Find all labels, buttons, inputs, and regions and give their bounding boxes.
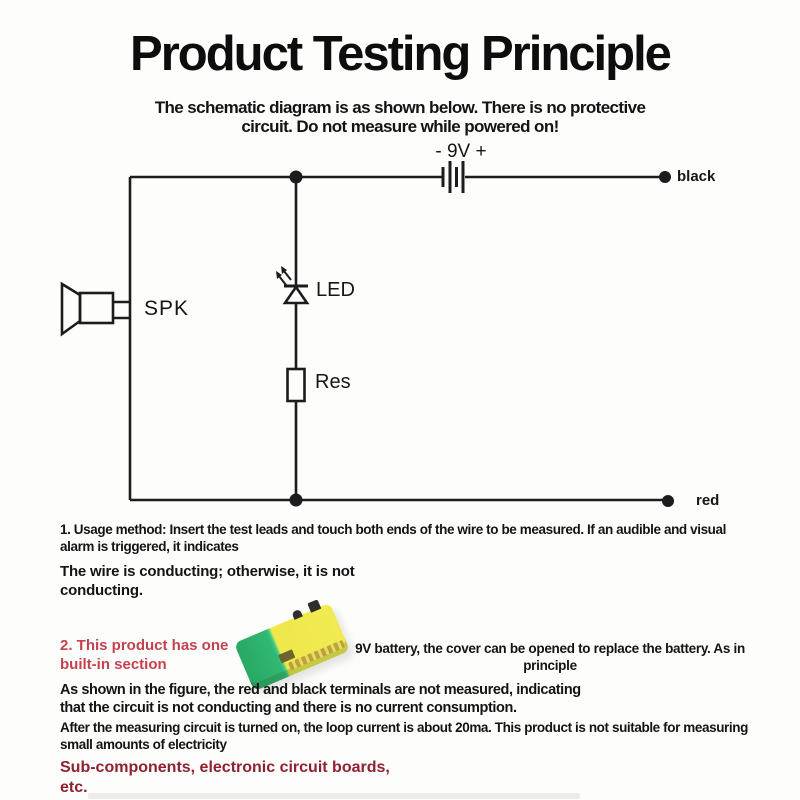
battery-voltage-label: - 9V + xyxy=(435,141,487,162)
9v-battery-image xyxy=(234,604,352,690)
bottom-artifact xyxy=(88,793,580,799)
junction-dot xyxy=(290,494,303,507)
note-line: principle xyxy=(523,658,577,673)
battery-symbol xyxy=(443,161,463,193)
note-line: small amounts of electricity xyxy=(60,737,227,752)
led-symbol xyxy=(276,266,308,303)
junction-dot xyxy=(290,171,303,184)
battery-terminal-icon xyxy=(291,609,302,620)
speaker-symbol xyxy=(62,284,130,334)
speaker-label: SPK xyxy=(144,297,190,320)
conducting-note xyxy=(60,562,355,600)
note-line: As shown in the figure, the red and black terminals are not measured, indicating xyxy=(60,682,581,698)
battery-replace-note xyxy=(340,640,760,674)
battery-gold-stripe xyxy=(288,640,346,671)
note-line: 1. Usage method: Insert the test leads and touch both ends of the wire to be measured. If an audible and visual xyxy=(60,522,726,537)
loop-current-note xyxy=(60,719,748,753)
red-terminal-label: red xyxy=(696,492,720,509)
note-line: alarm is triggered, it indicates xyxy=(60,539,239,554)
note-line: 2. This product has one xyxy=(60,637,229,654)
note-line: After the measuring circuit is turned on, the loop current is about 20ma. This product is not suitable for measuring xyxy=(60,720,748,735)
note-line: built-in section xyxy=(60,656,167,673)
builtin-section-note xyxy=(60,636,228,674)
note-line: The wire is conducting; otherwise, it is not xyxy=(60,563,355,580)
note-line: conducting. xyxy=(60,582,143,599)
led-triangle xyxy=(285,287,307,303)
led-label: LED xyxy=(316,279,355,301)
wire-lines xyxy=(130,177,668,500)
resistor-symbol xyxy=(288,369,305,401)
speaker-driver xyxy=(80,293,113,323)
note-line: etc. xyxy=(60,779,88,796)
subtitle-line: The schematic diagram is as shown below. There is no protective xyxy=(154,98,646,117)
note-line: 9V battery, the cover can be opened to replace the battery. As in xyxy=(355,641,745,656)
note-line: Sub-components, electronic circuit boards, xyxy=(60,759,390,776)
led-emission-arrow xyxy=(284,271,291,280)
usage-method-note xyxy=(60,521,726,555)
black-terminal-dot xyxy=(659,171,671,183)
battery-body xyxy=(234,603,350,692)
led-emission-arrow xyxy=(279,276,286,285)
black-terminal-label: black xyxy=(677,168,716,185)
page-title: Product Testing Principle xyxy=(130,27,670,81)
speaker-horn xyxy=(62,284,80,334)
terminals-not-measured-note xyxy=(60,681,581,717)
red-terminal-dot xyxy=(662,495,674,507)
note-line: that the circuit is not conducting and there is no current consumption. xyxy=(60,700,517,716)
subtitle-line: circuit. Do not measure while powered on! xyxy=(241,117,559,136)
speaker-leads xyxy=(113,302,130,318)
sub-components-note xyxy=(60,758,390,798)
resistor-label: Res xyxy=(315,371,351,393)
